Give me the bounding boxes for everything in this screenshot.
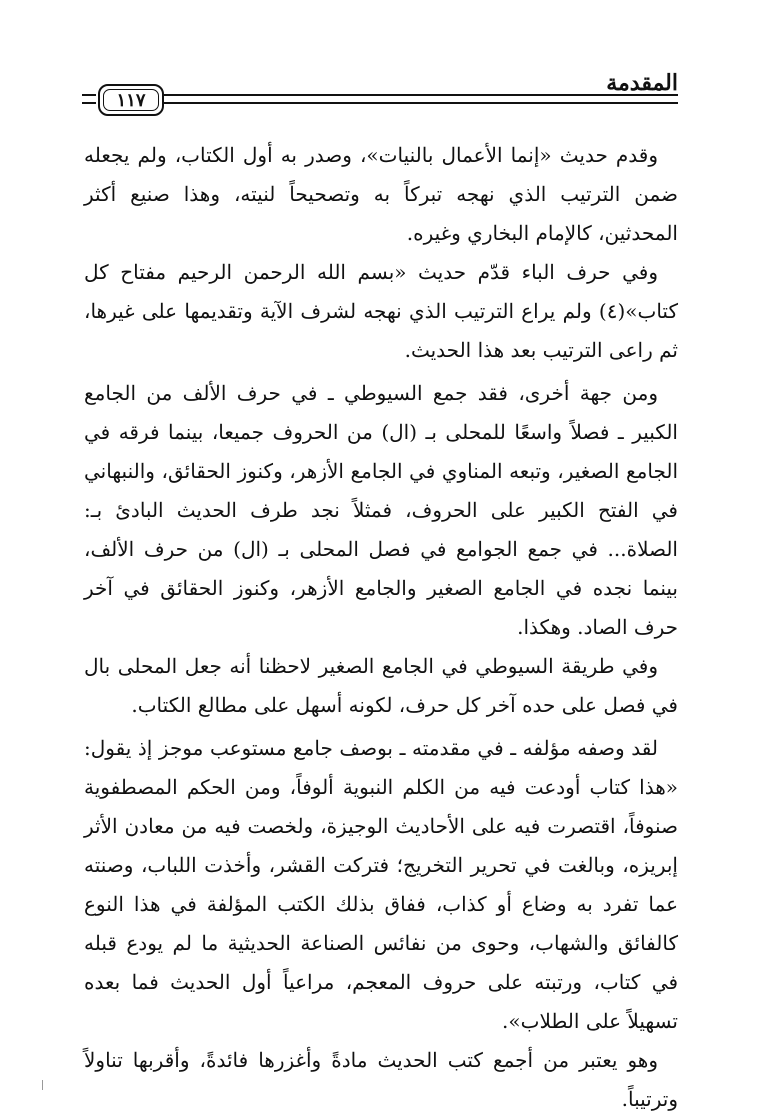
page-header <box>82 70 678 126</box>
running-title: المقدمة <box>606 70 678 96</box>
paragraph: وفي طريقة السيوطي في الجامع الصغير لاحظنا أنه جعل المحلى بال في فصل على حده آخر كل حرف، لكونه أسهل على مطالع الكتاب. <box>84 654 678 717</box>
paragraph: لقد وصفه مؤلفه ـ في مقدمته ـ بوصف جامع مستوعب موجز إذ يقول: «هذا كتاب أودعت فيه من الكلم النبوية ألوفاً، ومن الحكم المصطفوية صنوفاً، اقتصرت فيه على الأحاديث الوجيزة، ولخصت فيه من معادن الأثر إبريزه، وبالغت في تحرير التخريج؛ فتركت القشر، وأخذت اللباب، وصنته عما تفرد به وضاع أو كذاب، ففاق بذلك الكتب المؤلفة في هذا النوع كالفائق والشهاب، وحوى من نفائس الصناعة الحديثية ما لم يودع قبله في كتاب، ورتبته على حروف المعجم، مراعياً أول الحديث فما بعده تسهيلاً على الطلاب». <box>84 736 678 1033</box>
header-rule-bottom <box>164 102 678 104</box>
margin-mark <box>42 1080 43 1090</box>
body-text <box>84 136 678 1119</box>
page-number: ١١٧ <box>116 89 146 111</box>
paragraph: وهو يعتبر من أجمع كتب الحديث مادةً وأغزرها فائدةً، وأقربها تناولاً وترتيباً. <box>84 1048 678 1111</box>
paragraph: وقدم حديث «إنما الأعمال بالنيات»، وصدر به أول الكتاب، ولم يجعله ضمن الترتيب الذي نهجه تبركاً به وتصحيحاً لنيته، وهذا صنيع أكثر المحدثين، كالإمام البخاري وغيره. <box>84 143 678 245</box>
header-rule-top <box>164 94 678 96</box>
page-number-box <box>98 84 164 116</box>
paragraph: وفي حرف الباء قدّم حديث «بسم الله الرحمن الرحيم مفتاح كل كتاب»(٤) ولم يراع الترتيب الذي نهجه لشرف الآية وتقديمها على غيرها، ثم راعى الترتيب بعد هذا الحديث. <box>84 260 678 362</box>
paragraph: ومن جهة أخرى، فقد جمع السيوطي ـ في حرف الألف من الجامع الكبير ـ فصلاً واسعًا للمحلى بـ (ال) من الحروف جميعا، بينما فرقه في الجامع الصغير، وتبعه المناوي في الجامع الأزهر، وكنوز الحقائق، والنبهاني في الفتح الكبير على الحروف، فمثلاً نجد طرف الحديث البادئ بـ: الصلاة... في جمع الجوامع في فصل المحلى بـ (ال) من حرف الألف، بينما نجده في الجامع الصغير والجامع الأزهر، وكنوز الحقائق في آخر حرف الصاد. وهكذا. <box>84 381 678 639</box>
header-rule-left-top <box>82 94 96 96</box>
header-rule-left-bottom <box>82 102 96 104</box>
